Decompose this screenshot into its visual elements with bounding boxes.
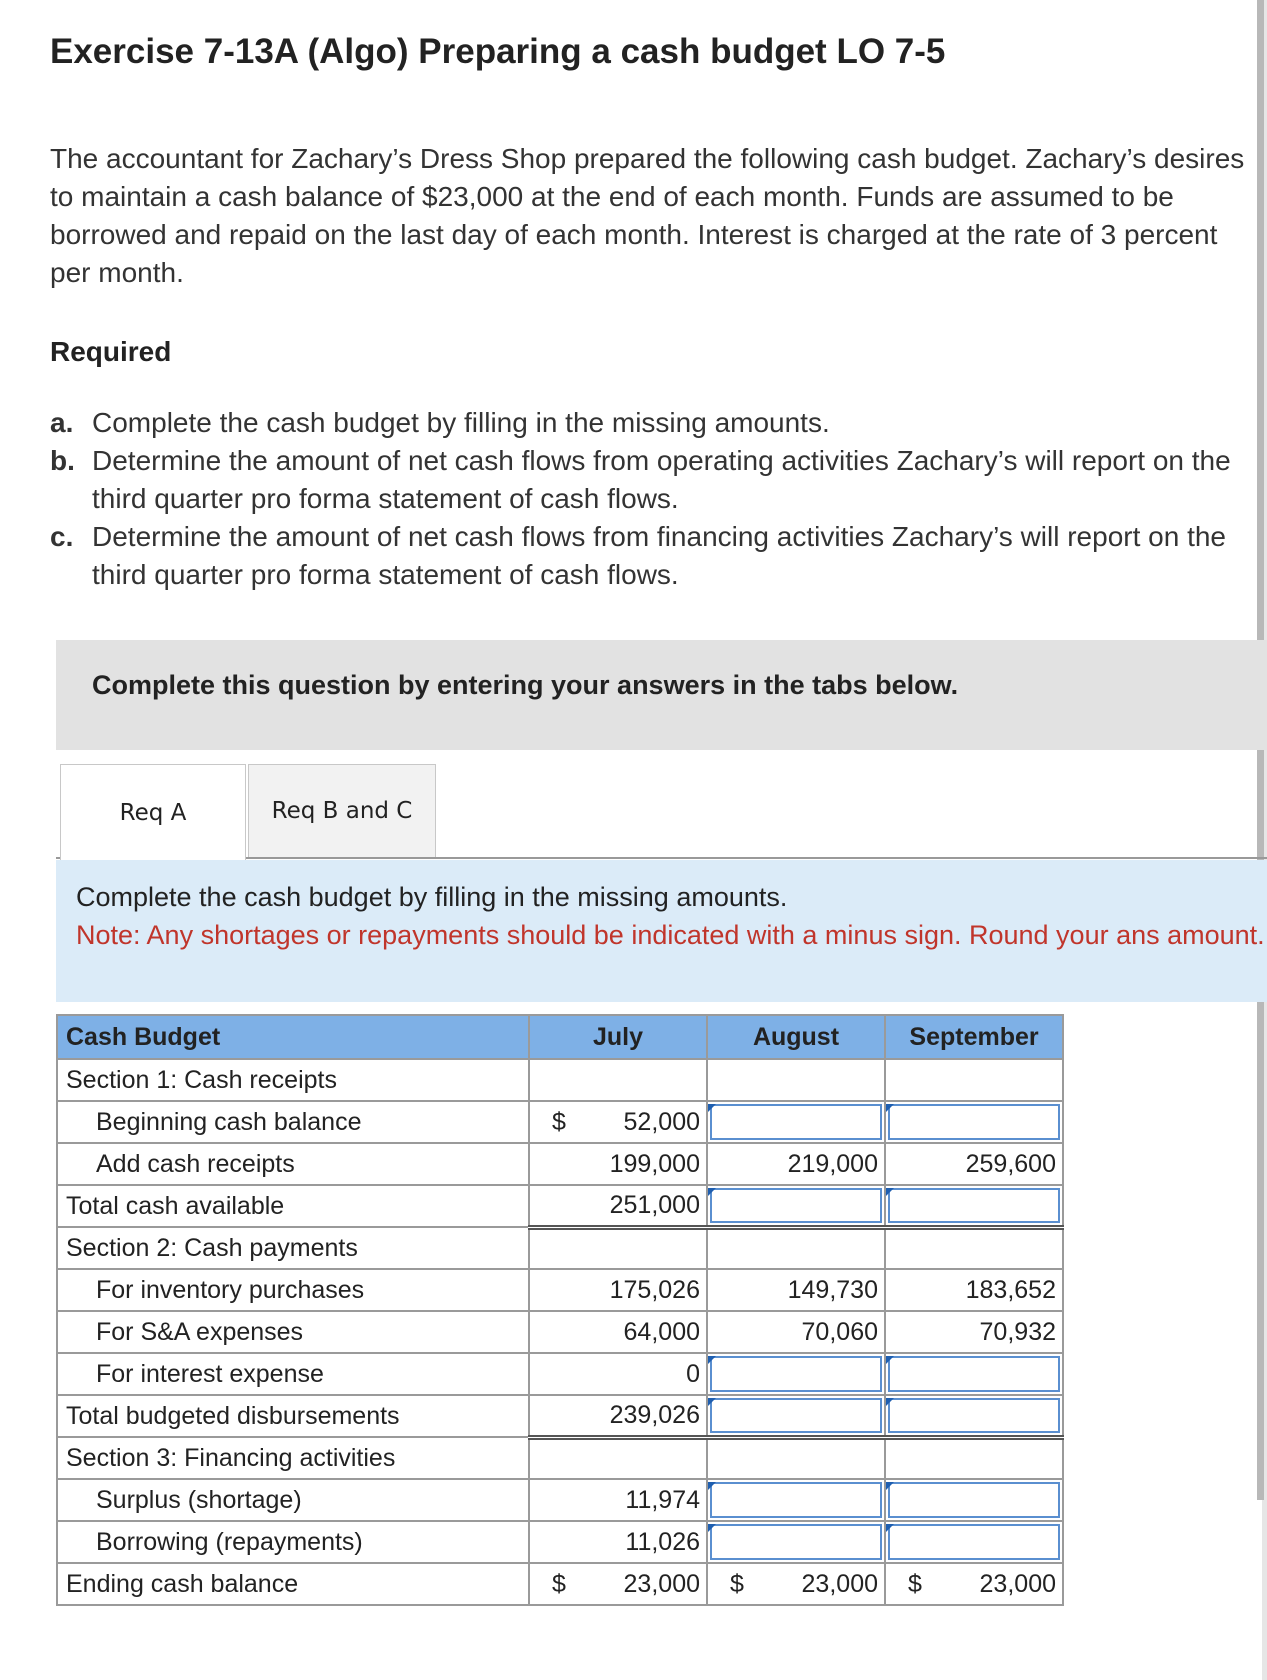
- panel-note: Note: Any shortages or repayments should be indicated with a minus sign. Round your ans amount.: [76, 920, 1265, 950]
- august-interest-input[interactable]: [707, 1353, 885, 1395]
- input-marker-icon: [708, 1188, 716, 1196]
- requirement-text: Determine the amount of net cash flows from operating activities Zachary’s will report on the third quarter pro forma statement of cash flows.: [92, 445, 1231, 514]
- september-borrowing-input[interactable]: [885, 1521, 1063, 1563]
- september-sa: 70,932: [885, 1311, 1063, 1353]
- instruction-text: Complete this question by entering your answers in the tabs below.: [92, 670, 959, 700]
- table-row: [57, 1353, 1063, 1395]
- row-label: Borrowing (repayments): [57, 1521, 529, 1563]
- july-total-available: 251,000: [529, 1185, 707, 1227]
- july-inventory: 175,026: [529, 1269, 707, 1311]
- input-marker-icon: [886, 1482, 894, 1490]
- september-interest-input[interactable]: [885, 1353, 1063, 1395]
- july-total-disbursements: 239,026: [529, 1395, 707, 1437]
- page-title: Exercise 7-13A (Algo) Preparing a cash budget LO 7-5: [50, 32, 946, 71]
- requirement-text: Complete the cash budget by filling in the missing amounts.: [92, 407, 830, 438]
- section-3-label: Section 3: Financing activities: [57, 1437, 529, 1479]
- input-marker-icon: [886, 1188, 894, 1196]
- table-row: [57, 1521, 1063, 1563]
- tab-req-a[interactable]: Req A: [60, 764, 246, 860]
- requirement-letter: c.: [50, 521, 74, 552]
- required-heading: Required: [50, 336, 172, 367]
- dollar-sign: $: [908, 1569, 922, 1598]
- august-total-available-input[interactable]: [707, 1185, 885, 1227]
- table-row: [57, 1437, 1063, 1479]
- row-label: For inventory purchases: [57, 1269, 529, 1311]
- panel-instruction: Complete the cash budget by filling in the missing amounts.: [76, 882, 788, 912]
- table-row: [57, 1395, 1063, 1437]
- input-marker-icon: [886, 1524, 894, 1532]
- section-1-label: Section 1: Cash receipts: [57, 1059, 529, 1101]
- row-label: For interest expense: [57, 1353, 529, 1395]
- input-marker-icon: [708, 1356, 716, 1364]
- instruction-banner: [56, 640, 1267, 750]
- row-label: Add cash receipts: [57, 1143, 529, 1185]
- table-row: [57, 1227, 1063, 1269]
- august-ending-cash: $ 23,000: [707, 1563, 885, 1605]
- row-label: Total cash available: [57, 1185, 529, 1227]
- september-beginning-cash-input[interactable]: [885, 1101, 1063, 1143]
- dollar-sign: $: [552, 1569, 566, 1598]
- table-row: [57, 1311, 1063, 1353]
- july-sa: 64,000: [529, 1311, 707, 1353]
- august-receipts: 219,000: [707, 1143, 885, 1185]
- september-total-disbursements-input[interactable]: [885, 1395, 1063, 1437]
- september-total-available-input[interactable]: [885, 1185, 1063, 1227]
- september-inventory: 183,652: [885, 1269, 1063, 1311]
- input-marker-icon: [708, 1104, 716, 1112]
- july-interest: 0: [529, 1353, 707, 1395]
- question-panel: [56, 860, 1267, 1002]
- table-row: [57, 1479, 1063, 1521]
- dollar-sign: $: [730, 1569, 744, 1598]
- dollar-sign: $: [552, 1107, 566, 1136]
- september-surplus-input[interactable]: [885, 1479, 1063, 1521]
- requirement-c: [50, 518, 1250, 594]
- row-label: For S&A expenses: [57, 1311, 529, 1353]
- table-row: [57, 1143, 1063, 1185]
- table-header-row: [57, 1015, 1063, 1059]
- input-marker-icon: [708, 1398, 716, 1406]
- september-ending-cash: $ 23,000: [885, 1563, 1063, 1605]
- row-label: Beginning cash balance: [57, 1101, 529, 1143]
- table-row: [57, 1059, 1063, 1101]
- scrollbar-thumb[interactable]: [1257, 0, 1264, 1500]
- table-row: [57, 1269, 1063, 1311]
- row-label: Total budgeted disbursements: [57, 1395, 529, 1437]
- requirement-b: [50, 442, 1250, 518]
- requirement-letter: b.: [50, 445, 75, 476]
- input-marker-icon: [708, 1524, 716, 1532]
- table-row: [57, 1563, 1063, 1605]
- header-cash-budget: Cash Budget: [57, 1015, 529, 1059]
- table-row: [57, 1185, 1063, 1227]
- july-borrowing: 11,026: [529, 1521, 707, 1563]
- input-marker-icon: [886, 1398, 894, 1406]
- input-marker-icon: [708, 1482, 716, 1490]
- section-2-label: Section 2: Cash payments: [57, 1227, 529, 1269]
- header-september: September: [885, 1015, 1063, 1059]
- requirement-text: Determine the amount of net cash flows from financing activities Zachary’s will report on the third quarter pro forma statement of cash flows.: [92, 521, 1226, 590]
- july-surplus: 11,974: [529, 1479, 707, 1521]
- header-july: July: [529, 1015, 707, 1059]
- tab-req-b-and-c[interactable]: Req B and C: [248, 764, 436, 858]
- input-marker-icon: [886, 1104, 894, 1112]
- july-ending-cash: $ 23,000: [529, 1563, 707, 1605]
- requirement-letter: a.: [50, 407, 74, 438]
- august-surplus-input[interactable]: [707, 1479, 885, 1521]
- row-label: Ending cash balance: [57, 1563, 529, 1605]
- august-total-disbursements-input[interactable]: [707, 1395, 885, 1437]
- cash-budget-table: [56, 1014, 1064, 1606]
- requirement-a: [50, 404, 1250, 442]
- requirements-list: [50, 404, 1250, 594]
- intro-paragraph: The accountant for Zachary’s Dress Shop prepared the following cash budget. Zachary’s desires to maintain a cash balance of $23,000 at the end of each month. Funds are assumed to be borrowed and repaid on the last day of each month. Interest is charged at the rate of 3 percent per month.: [50, 143, 1245, 288]
- august-beginning-cash-input[interactable]: [707, 1101, 885, 1143]
- july-beginning-cash: $ 52,000: [529, 1101, 707, 1143]
- august-borrowing-input[interactable]: [707, 1521, 885, 1563]
- header-august: August: [707, 1015, 885, 1059]
- row-label: Surplus (shortage): [57, 1479, 529, 1521]
- september-receipts: 259,600: [885, 1143, 1063, 1185]
- august-inventory: 149,730: [707, 1269, 885, 1311]
- august-sa: 70,060: [707, 1311, 885, 1353]
- input-marker-icon: [886, 1356, 894, 1364]
- july-receipts: 199,000: [529, 1143, 707, 1185]
- table-row: [57, 1101, 1063, 1143]
